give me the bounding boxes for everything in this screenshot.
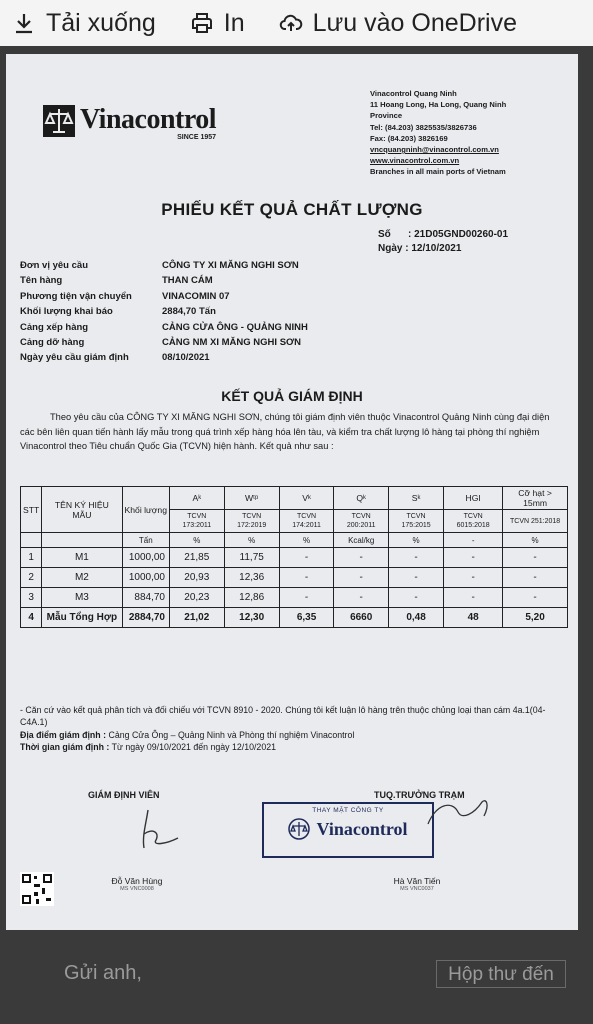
row-value: - [389, 548, 444, 568]
header-param: Aᵏ [169, 487, 224, 510]
request-fields [20, 258, 308, 366]
table-row [21, 548, 568, 568]
row-value: 0,48 [389, 608, 444, 628]
row-value: 21,85 [169, 548, 224, 568]
unit-cell [21, 533, 42, 548]
row-value: 6660 [334, 608, 389, 628]
field-label: Cảng xếp hàng [20, 321, 89, 333]
row-value: 20,93 [169, 568, 224, 588]
unit-cell [42, 533, 122, 548]
inbox-button[interactable]: Hộp thư đến [436, 960, 566, 988]
qr-code [20, 872, 54, 906]
field-value: 08/10/2021 [162, 352, 210, 364]
row-value: - [334, 568, 389, 588]
unit-cell: Tấn [122, 533, 169, 548]
row-value: 12,86 [224, 588, 279, 608]
email-greeting: Gửi anh, [64, 962, 142, 984]
cloud-upload-icon [279, 11, 303, 35]
header-param: Sᵏ [389, 487, 444, 510]
field-row [20, 350, 308, 365]
conclusion-text: - Căn cứ vào kết quả phân tích và đối chiếu với TCVN 8910 - 2020. Chúng tôi kết luận lô hàng trên thuộc chủng loại than cám 4a.1(04-C4A.1) [20, 705, 546, 728]
contact-line: Vinacontrol Quang Ninh [370, 89, 457, 98]
contact-line: 11 Hoang Long, Ha Long, Quang Ninh [370, 100, 507, 110]
header-param: Vᵏ [279, 487, 334, 510]
field-value: CẢNG NM XI MĂNG NGHI SƠN [162, 337, 301, 349]
header-standard: TCVN 200:2011 [334, 510, 389, 533]
unit-cell: % [503, 533, 568, 548]
print-button[interactable] [190, 9, 245, 38]
place-label: Địa điểm giám định : [20, 729, 107, 740]
unit-cell: % [279, 533, 334, 548]
email-footer [0, 956, 593, 1000]
row-value: 21,02 [169, 608, 224, 628]
field-label: Ngày yêu cầu giám định [20, 352, 129, 364]
field-value: THAN CÁM [162, 275, 213, 287]
table-row [21, 568, 568, 588]
row-value: - [279, 548, 334, 568]
header-standard: TCVN 173:2011 [169, 510, 224, 533]
row-value: - [389, 568, 444, 588]
header-sample-name: TÊN KÝ HIỆU MẪU [42, 487, 122, 533]
unit-cell: % [169, 533, 224, 548]
inspector-code: MS VNC0008 [120, 886, 154, 892]
header-standard: TCVN 6015:2018 [444, 510, 503, 533]
row-stt: 2 [21, 568, 42, 588]
row-value: - [503, 588, 568, 608]
row-value: 5,20 [503, 608, 568, 628]
logo-text: Vinacontrol [80, 104, 217, 135]
row-value: 11,75 [224, 548, 279, 568]
vinacontrol-logo [42, 104, 216, 141]
unit-cell: Kcal/kg [334, 533, 389, 548]
header-mass: Khối lượng [122, 487, 169, 533]
document-header [24, 78, 560, 198]
row-value: - [389, 588, 444, 608]
row-value: 6,35 [279, 608, 334, 628]
unit-cell: % [224, 533, 279, 548]
header-standard: TCVN 175:2015 [389, 510, 444, 533]
field-label: Cảng dỡ hàng [20, 337, 85, 349]
row-stt: 1 [21, 548, 42, 568]
time-label: Thời gian giám định : [20, 742, 110, 753]
field-row [20, 273, 308, 288]
field-value: CẢNG CỬA ÔNG - QUẢNG NINH [162, 321, 308, 333]
field-row [20, 289, 308, 304]
contact-line: Branches in all main ports of Vietnam [370, 167, 506, 177]
result-title: KẾT QUẢ GIÁM ĐỊNH [221, 388, 363, 404]
stamp-caption: THAY MẶT CÔNG TY [312, 807, 384, 814]
field-value: 2884,70 Tấn [162, 306, 216, 318]
save-to-onedrive-button[interactable] [279, 9, 517, 38]
inspector-title: GIÁM ĐỊNH VIÊN [88, 790, 160, 800]
header-param: HGI [444, 487, 503, 510]
row-mass: 2884,70 [122, 608, 169, 628]
field-value: VINACOMIN 07 [162, 290, 230, 302]
row-mass: 1000,00 [122, 548, 169, 568]
table-row-total [21, 608, 568, 628]
field-row [20, 258, 308, 273]
field-label: Phương tiện vận chuyển [20, 290, 132, 302]
row-value: - [334, 588, 389, 608]
row-value: 20,23 [169, 588, 224, 608]
field-row [20, 304, 308, 319]
date-label: Ngày [378, 243, 403, 254]
download-button[interactable] [12, 9, 156, 38]
download-icon [12, 11, 36, 35]
row-sample: M1 [42, 548, 122, 568]
scales-logo-icon [42, 104, 76, 138]
row-value: - [444, 568, 503, 588]
header-standard: TCVN 174:2011 [279, 510, 334, 533]
download-label: Tải xuống [46, 8, 156, 37]
inspector-name [82, 876, 192, 892]
contact-line: Fax: (84.203) 3826169 [370, 133, 448, 143]
row-value: - [503, 568, 568, 588]
row-value: - [444, 588, 503, 608]
result-intro: Theo yêu cầu của CÔNG TY XI MĂNG NGHI SƠN, chúng tôi giám định viên thuộc Vinacontrol Quảng Ninh cùng đại diện các bên liên quan tiến hành lấy mẫu trong quá trình xếp hàng hóa lên tàu, và kiểm tra chất lượng lô hàng tại phòng thí nghiệm Vinacontrol theo Tiêu chuẩn Quốc Gia (TCVN) hiện hành. Kết quả như sau : [20, 412, 550, 452]
row-sample: M3 [42, 588, 122, 608]
field-label: Đơn vị yêu cầu [20, 260, 88, 271]
row-value: - [279, 568, 334, 588]
header-param: Wᵗᵖ [224, 487, 279, 510]
row-mass: 1000,00 [122, 568, 169, 588]
station-head-title: TUQ.TRƯỞNG TRẠM [374, 790, 465, 800]
station-head-code: MS VNC0037 [400, 886, 434, 892]
row-value: - [279, 588, 334, 608]
station-head-name-text: Hà Văn Tiến [393, 876, 441, 886]
inspector-signature [126, 804, 186, 854]
stamp-scales-icon [288, 818, 310, 840]
stamp-text: Vinacontrol [316, 818, 408, 839]
field-row [20, 335, 308, 350]
company-stamp [262, 802, 434, 858]
contact-info [370, 88, 570, 178]
header-stt: STT [21, 487, 42, 533]
time-value: Từ ngày 09/10/2021 đến ngày 12/10/2021 [111, 742, 277, 753]
row-value: - [503, 548, 568, 568]
row-value: 48 [444, 608, 503, 628]
header-param: Cỡ hạt > 15mm [503, 487, 568, 510]
number-value: : 21D05GND00260-01 [408, 229, 509, 240]
results-table [20, 486, 568, 628]
table-row [21, 588, 568, 608]
row-value: - [334, 548, 389, 568]
unit-cell: - [444, 533, 503, 548]
document-title: PHIẾU KẾT QUẢ CHẤT LƯỢNG [161, 200, 423, 219]
field-value: CÔNG TY XI MĂNG NGHI SƠN [162, 260, 299, 271]
date-value: : 12/10/2021 [405, 243, 462, 254]
inspector-name-text: Đỗ Văn Hùng [111, 876, 163, 886]
header-standard: TCVN 251:2018 [503, 510, 568, 533]
contact-line: Province [370, 111, 403, 121]
contact-email: vncquangninh@vinacontrol.com.vn [370, 145, 499, 155]
onedrive-label: Lưu vào OneDrive [312, 8, 517, 37]
header-standard: TCVN 172:2019 [224, 510, 279, 533]
field-row [20, 320, 308, 335]
row-stt: 4 [21, 608, 42, 628]
station-head-signature [424, 794, 494, 834]
document-number-date [378, 228, 508, 256]
station-head-name [362, 876, 472, 892]
place-value: Cảng Cửa Ông – Quảng Ninh và Phòng thí nghiệm Vinacontrol [108, 729, 355, 740]
conclusion-block [20, 704, 566, 754]
printer-icon [190, 11, 214, 35]
row-stt: 3 [21, 588, 42, 608]
unit-cell: % [389, 533, 444, 548]
row-value: 12,36 [224, 568, 279, 588]
contact-website: www.vinacontrol.com.vn [370, 156, 460, 166]
number-label: Số [378, 229, 391, 240]
row-sample: M2 [42, 568, 122, 588]
header-param: Qᵏ [334, 487, 389, 510]
row-mass: 884,70 [122, 588, 169, 608]
field-label: Tên hàng [20, 275, 63, 287]
row-value: 12,30 [224, 608, 279, 628]
print-label: In [223, 8, 245, 37]
field-label: Khối lượng khai báo [20, 306, 113, 318]
contact-line: Tel: (84.203) 3825535/3826736 [370, 122, 477, 132]
document-toolbar [0, 0, 593, 46]
row-value: - [444, 548, 503, 568]
logo-since: SINCE 1957 [177, 134, 217, 141]
row-sample: Mẫu Tổng Hợp [42, 608, 122, 628]
quality-certificate-document [6, 54, 578, 930]
